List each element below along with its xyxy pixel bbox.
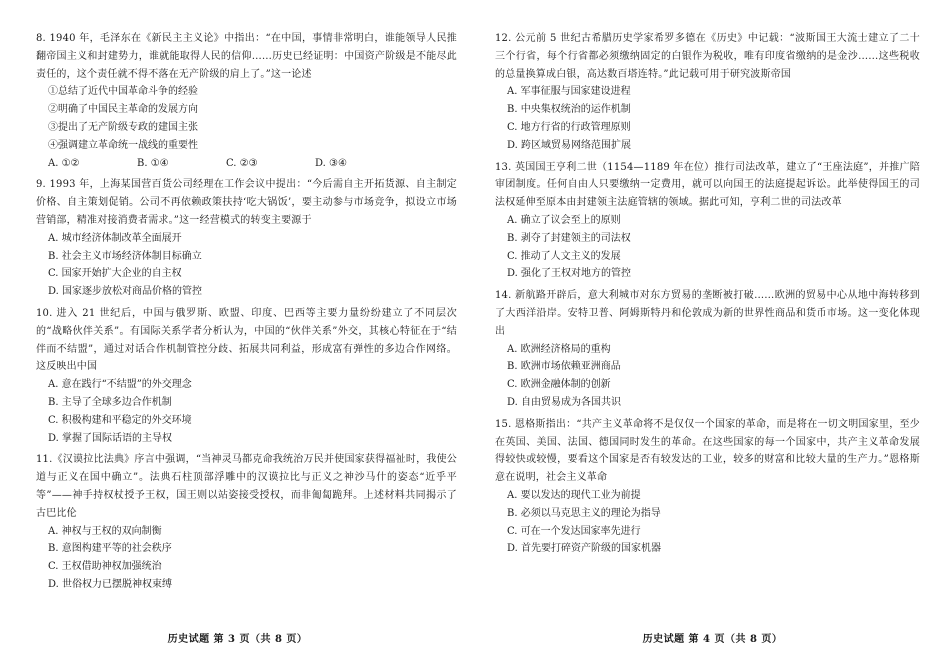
option-d: D. 世俗权力已摆脱神权束缚: [48, 578, 173, 590]
question-11: [36, 451, 457, 593]
option-d: D. 自由贸易成为各国共识: [507, 396, 622, 408]
option-a: A. ①②: [48, 157, 80, 169]
option-d: D. 跨区域贸易网络范围扩展: [507, 139, 632, 151]
question-10: [36, 305, 457, 447]
question-15: [495, 416, 920, 558]
page-footer: 历史试题 第 4 页（共 8 页）: [642, 634, 783, 645]
option-c: C. ②③: [226, 157, 258, 169]
question-13: [495, 159, 920, 284]
question-stem: 12. 公元前 5 世纪古希腊历史学家希罗多德在《历史》中记载：“波斯国王大流士建立了二十三个行省，每个行省都必须缴纳固定的白银作为税收，唯有印度省缴纳的是金沙……这些税收的总量换算成白银，高达数百塔连特。”此记载可用于研究波斯帝国: [495, 33, 920, 80]
question-stem: 9. 1993 年，上海某国营百货公司经理在工作会议中提出：“今后需自主开拓货源、自主制定价格、自主策划促销。公司不再依赖政策扶持‘吃大锅饭’，要主动参与市场竞争，拟设立市场营销部，精准对接消费者需求。”这一经营模式的转变主要源于: [36, 179, 457, 226]
question-stem: 15. 恩格斯指出：“共产主义革命将不是仅仅一个国家的革命，而是将在一切文明国家里，至少在英国、美国、法国、德国同时发生的革命。在这些国家的每一个国家中，共产主义革命发展得较快或较慢，要看这个国家是否有较发达的工业，较多的财富和比较大量的生产力。”恩格斯意在说明，社会主义革命: [495, 418, 920, 484]
option-d: D. 国家逐步放松对商品价格的管控: [48, 286, 203, 298]
option-a: A. 要以发达的现代工业为前提: [507, 489, 641, 501]
question-stem: 13. 英国国王亨利二世（1154—1189 年在位）推行司法改革，建立了“王座法庭”，并推广陪审团制度。任何自由人只要缴纳一定费用，就可以向国王的法庭提起诉讼。此举使得国王的司法权延伸至原本由封建领主法庭管辖的领域。据此可知，亨利二世的司法改革: [495, 161, 920, 209]
option-d: D. 强化了王权对地方的管控: [507, 268, 632, 280]
question-stem: 8. 1940 年，毛泽东在《新民主主义论》中指出：“在中国，事情非常明白，谁能领导人民推翻帝国主义和封建势力，谁就能取得人民的信仰……历史已经证明：中国资产阶级是不能尽此责任的，这个责任就不得不落在无产阶级的肩上了。”这一论述: [36, 33, 457, 80]
option-b: B. 欧洲市场依赖亚洲商品: [507, 361, 621, 373]
option-row: [48, 155, 457, 173]
question-12: [495, 30, 920, 155]
option-c: C. 王权借助神权加强统治: [48, 561, 162, 573]
question-9: [36, 176, 457, 301]
option-c: C. 地方行省的行政管理原则: [507, 121, 631, 133]
option-a: A. 神权与王权的双向制衡: [48, 525, 162, 537]
page-footer: 历史试题 第 3 页（共 8 页）: [167, 634, 308, 645]
question-stem: 11.《汉谟拉比法典》序言中强调，“当神灵马都克命我统治万民并使国家获得福祉时，我使公道与正义在国中确立”。法典石柱顶部浮雕中的汉谟拉比与正义之神沙马什的姿态“近乎平等”——神手持权杖授予王权，国王则以站姿接受授权，而非匍匐跪拜。上述材料共同揭示了古巴比伦: [36, 454, 457, 519]
option-c: C. 可在一个发达国家率先进行: [507, 525, 641, 537]
option-c: C. 积极构建和平稳定的外交环境: [48, 414, 192, 426]
option-d: D. 掌握了国际话语的主导权: [48, 432, 173, 444]
option-a: A. 军事征服与国家建设进程: [507, 86, 631, 98]
statement-3: ③提出了无产阶级专政的建国主张: [48, 121, 198, 133]
question-stem: 14. 新航路开辟后，意大利城市对东方贸易的垄断被打破……欧洲的贸易中心从地中海转移到了大西洋沿岸。安特卫普、阿姆斯特丹和伦敦成为新的世界性商品和货币市场。这一变化体现出: [495, 290, 920, 337]
option-b: B. 剥夺了封建领主的司法权: [507, 232, 631, 244]
option-b: B. 中央集权统治的运作机制: [507, 104, 631, 116]
statement-1: ①总结了近代中国革命斗争的经验: [48, 86, 198, 98]
question-14: [495, 287, 920, 412]
question-8: [36, 30, 457, 172]
option-a: A. 城市经济体制改革全面展开: [48, 232, 182, 244]
option-c: C. 国家开始扩大企业的自主权: [48, 268, 182, 280]
option-b: B. 必须以马克思主义的理论为指导: [507, 507, 661, 519]
statement-2: ②明确了中国民主革命的发展方向: [48, 104, 198, 116]
statement-4: ④强调建立革命统一战线的重要性: [48, 139, 198, 151]
option-c: C. 欧洲金融体制的创新: [507, 379, 611, 391]
option-b: B. 社会主义市场经济体制目标确立: [48, 250, 202, 262]
option-a: A. 确立了议会至上的原则: [507, 214, 621, 226]
exam-page-right: [475, 0, 950, 659]
option-a: A. 意在践行“不结盟”的外交理念: [48, 379, 192, 391]
option-d: D. ③④: [315, 157, 347, 169]
option-b: B. 意图构建平等的社会秩序: [48, 543, 172, 555]
option-a: A. 欧洲经济格局的重构: [507, 343, 611, 355]
option-d: D. 首先要打碎资产阶级的国家机器: [507, 543, 662, 555]
option-b: B. 主导了全球多边合作机制: [48, 396, 172, 408]
question-stem: 10. 进入 21 世纪后，中国与俄罗斯、欧盟、印度、巴西等主要力量纷纷建立了不同层次的“战略伙伴关系”。有国际关系学者分析认为，中国的“伙伴关系”外交，其核心特征在于“结伴而不结盟”，通过对话合作机制管控分歧、拓展共同利益，形成富有弹性的多边合作网络。这反映出中国: [36, 307, 457, 373]
option-c: C. 推动了人文主义的发展: [507, 250, 621, 262]
option-b: B. ①④: [137, 157, 169, 169]
